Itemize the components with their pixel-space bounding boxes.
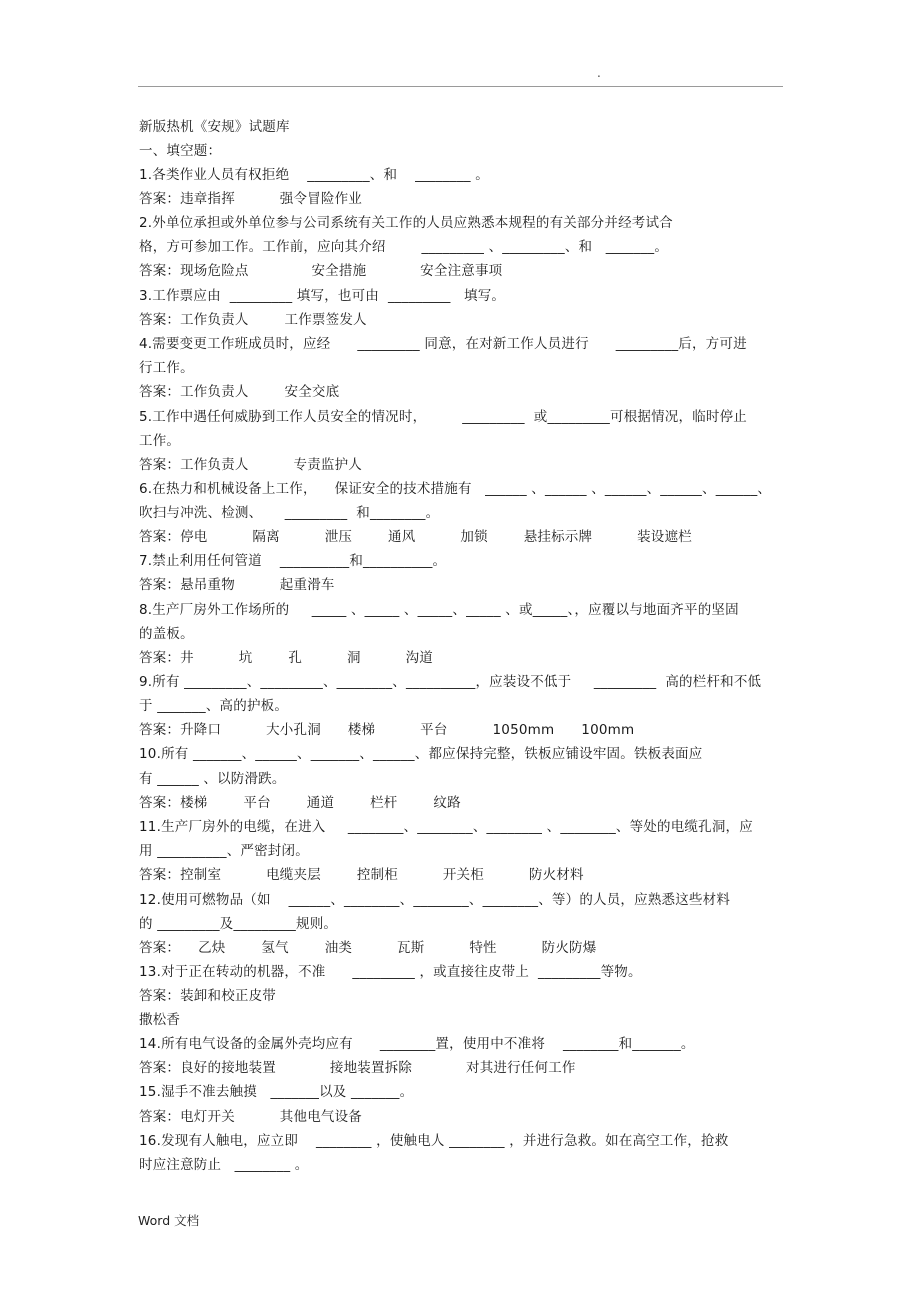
answer-1: 答案：违章指挥 强令冒险作业 [139,191,363,207]
footer-label: Word 文档 [138,1213,200,1228]
question-10-line-1: 10.所有 _______、______、_______、______、都应保持完整，铁板应铺设牢固。铁板表面应 [139,746,703,762]
answer-10: 答案：楼梯 平台 通道 栏杆 纹路 [139,795,461,811]
answer-7: 答案：悬吊重物 起重滑车 [139,577,335,593]
question-16-line-1: 16.发现有人触电，应立即 ________ ，使触电人 ________ ，并进行急救。如在高空工作，抢救 [139,1133,729,1149]
answer-5: 答案：工作负责人 专责监护人 [139,457,363,473]
question-11-line-2: 用 __________、严密封闭。 [139,843,309,859]
question-13: 13.对于正在转动的机器，不准 _________ ，或直接往皮带上 _________等物。 [139,964,642,980]
question-5-line-1: 5.工作中遇任何威胁到工作人员安全的情况时， _________ 或_________可根据情况，临时停止 [139,409,747,425]
answer-2: 答案：现场危险点 安全措施 安全注意事项 [139,263,503,279]
question-8-line-2: 的盖板。 [139,626,194,642]
answer-12: 答案： 乙炔 氢气 油类 瓦斯 特性 防火防爆 [139,940,597,956]
question-15: 15.湿手不准去触摸 _______以及 _______。 [139,1084,414,1100]
answer-4: 答案：工作负责人 安全交底 [139,384,340,400]
question-5-line-2: 工作。 [139,433,181,449]
question-9-line-1: 9.所有 _________、_________、________、__________，应装设不低于 _________ 高的栏杆和不低 [139,674,762,690]
section-heading: 一、填空题： [139,143,222,159]
question-9-line-2: 于 _______、高的护板。 [139,698,289,714]
question-3: 3.工作票应由 _________ 填写，也可由 _________ 填写。 [139,288,506,304]
question-12-line-2: 的 _________及_________规则。 [139,916,338,932]
question-2-line-1: 2.外单位承担或外单位参与公司系统有关工作的人员应熟悉本规程的有关部分并经考试合 [139,215,673,231]
question-12-line-1: 12.使用可燃物品（如 ______、________、________、________、等）的人员，应熟悉这些材料 [139,892,731,908]
answer-13-line-2: 撒松香 [139,1012,181,1028]
question-4-line-2: 行工作。 [139,360,194,376]
question-14: 14.所有电气设备的金属外壳均应有 ________置，使用中不准将 ________和_______。 [139,1036,695,1052]
question-8-line-1: 8.生产厂房外工作场所的 _____ 、_____ 、_____、_____ 、或_____、，应覆以与地面齐平的坚固 [139,602,739,618]
answer-13-line-1: 答案：装卸和校正皮带 [139,988,276,1004]
header-rule [138,86,783,87]
question-11-line-1: 11.生产厂房外的电缆，在进入 ________、________、________ 、________、等处的电缆孔洞，应 [139,819,753,835]
answer-14: 答案：良好的接地装置 接地装置拆除 对其进行任何工作 [139,1060,576,1076]
answer-8: 答案：井 坑 孔 洞 沟道 [139,650,433,666]
question-1: 1.各类作业人员有权拒绝 _________、和 ________ 。 [139,167,489,183]
question-2-line-2: 格，方可参加工作。工作前，应向其介绍 _________ 、_________、和 _______。 [139,239,669,255]
doc-title: 新版热机《安规》试题库 [139,119,290,135]
answer-6: 答案：停电 隔离 泄压 通风 加锁 悬挂标示牌 装设遮栏 [139,529,692,545]
answer-15: 答案：电灯开关 其他电气设备 [139,1109,363,1125]
question-4-line-1: 4.需要变更工作班成员时，应经 _________ 同意，在对新工作人员进行 _________后，方可进 [139,336,747,352]
answer-3: 答案：工作负责人 工作票签发人 [139,312,367,328]
answer-11: 答案：控制室 电缆夹层 控制柜 开关柜 防火材料 [139,867,584,883]
question-6-line-1: 6.在热力和机械设备上工作， 保证安全的技术措施有 ______ 、______ 、______、______、______、 [139,481,772,497]
question-7: 7.禁止利用任何管道 __________和__________。 [139,553,447,569]
question-16-line-2: 时应注意防止 ________ 。 [139,1157,309,1173]
answer-9: 答案：升降口 大小孔洞 楼梯 平台 1050mm 100mm [139,722,635,738]
header-dot: . [597,66,601,80]
question-10-line-2: 有 ______ 、以防滑跌。 [139,771,286,787]
question-6-line-2: 吹扫与冲洗、检测、 _________ 和________。 [139,505,440,521]
